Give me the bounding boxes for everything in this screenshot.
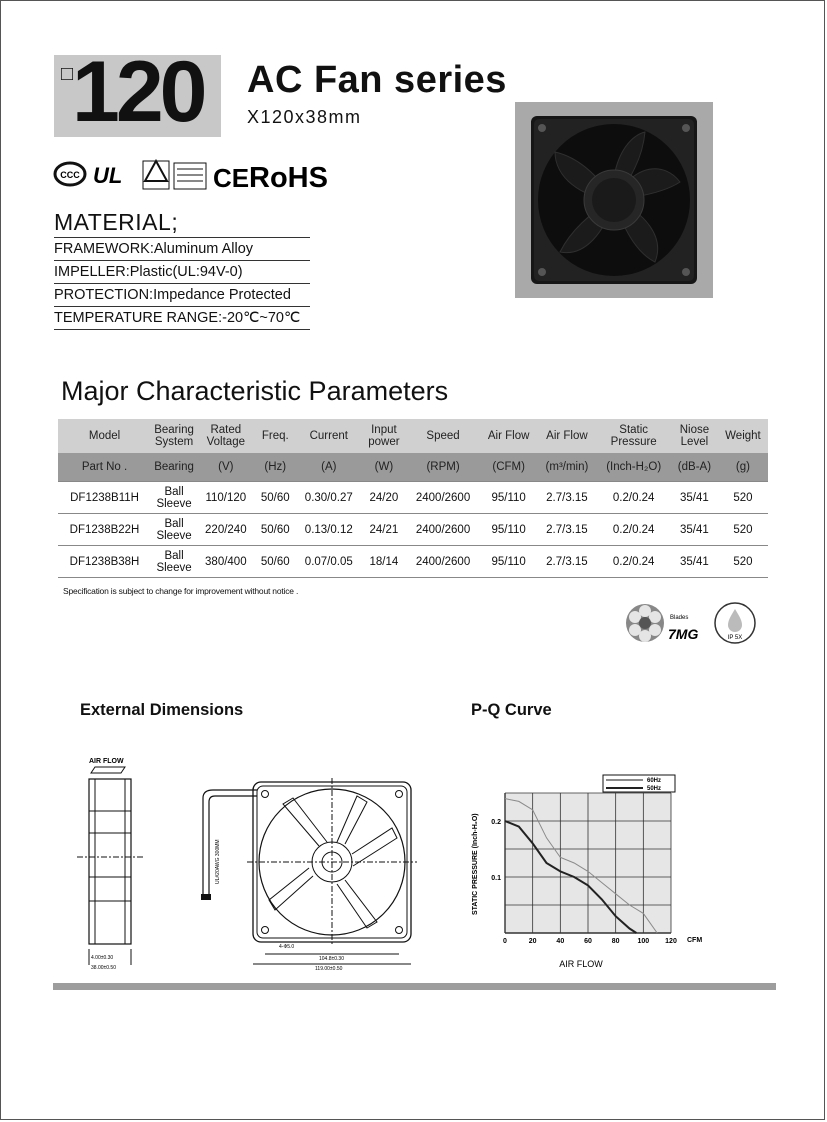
col-airflow-m3: Air Flow bbox=[537, 419, 596, 453]
legend-50hz: 50Hz bbox=[647, 786, 662, 792]
ip-rating-badge bbox=[713, 601, 757, 645]
spec-cell: 2400/2600 bbox=[406, 482, 480, 514]
spec-cell: 2.7/3.15 bbox=[537, 482, 596, 514]
material-title: MATERIAL; bbox=[54, 209, 179, 235]
x-tick-label: 60 bbox=[584, 938, 592, 945]
x-tick-label: 20 bbox=[528, 938, 537, 945]
legend-60hz: 60Hz bbox=[647, 778, 662, 784]
spec-cell: 0.2/0.24 bbox=[596, 546, 670, 578]
col-noise: Niose Level bbox=[671, 419, 718, 453]
x-tick-label: 100 bbox=[637, 938, 650, 945]
col-pressure: Static Pressure bbox=[596, 419, 670, 453]
material-framework: FRAMEWORK:Aluminum Alloy bbox=[54, 237, 310, 260]
svg-text:7MG: 7MG bbox=[668, 626, 699, 642]
spec-cell: 50/60 bbox=[255, 482, 296, 514]
spec-cell: DF1238B22H bbox=[58, 514, 151, 546]
spec-row bbox=[58, 514, 768, 546]
svg-text:38.00±0.50: 38.00±0.50 bbox=[91, 965, 116, 971]
parameters-title: Major Characteristic Parameters bbox=[61, 376, 449, 406]
square-size-symbol: □ bbox=[61, 63, 74, 85]
unit-cell: (A) bbox=[296, 453, 362, 482]
svg-text:CE: CE bbox=[213, 163, 250, 193]
material-protection: PROTECTION:Impedance Protected bbox=[54, 283, 310, 306]
fan-blade-icon bbox=[623, 601, 703, 645]
spec-cell: 0.2/0.24 bbox=[596, 482, 670, 514]
material-temperature: TEMPERATURE RANGE:-20℃~70℃ bbox=[54, 306, 310, 330]
front-view-drawing bbox=[187, 776, 419, 976]
spec-row bbox=[58, 482, 768, 514]
unit-cell: Bearing bbox=[151, 453, 197, 482]
rohs-logo bbox=[249, 162, 328, 193]
spec-cell: 35/41 bbox=[671, 482, 718, 514]
spec-cell: Ball Sleeve bbox=[151, 514, 197, 546]
model-size-block bbox=[54, 44, 221, 140]
spec-cell: 380/400 bbox=[197, 546, 255, 578]
pq-curve-title: P-Q Curve bbox=[471, 701, 552, 719]
side-view-drawing bbox=[77, 753, 147, 973]
spec-cell: 35/41 bbox=[671, 514, 718, 546]
spec-cell: 24/21 bbox=[362, 514, 407, 546]
col-model: Model bbox=[58, 419, 151, 453]
tuv-logo bbox=[143, 161, 169, 189]
spec-table bbox=[58, 419, 768, 578]
spec-cell: 2400/2600 bbox=[406, 514, 480, 546]
col-airflow-cfm: Air Flow bbox=[480, 419, 537, 453]
col-bearing: Bearing System bbox=[151, 419, 197, 453]
col-current: Current bbox=[296, 419, 362, 453]
compliance-label bbox=[174, 163, 206, 189]
spec-cell: 0.07/0.05 bbox=[296, 546, 362, 578]
ccc-logo bbox=[55, 163, 85, 185]
spec-cell: 50/60 bbox=[255, 514, 296, 546]
col-freq: Freq. bbox=[255, 419, 296, 453]
spec-cell: 24/20 bbox=[362, 482, 407, 514]
y-tick-label: 0.1 bbox=[491, 875, 501, 882]
x-tick-label: 120 bbox=[665, 938, 677, 945]
pq-chart bbox=[463, 769, 713, 974]
col-voltage: Rated Voltage bbox=[197, 419, 255, 453]
x-tick-label: 40 bbox=[556, 938, 565, 945]
spec-cell: 520 bbox=[718, 546, 768, 578]
ce-logo bbox=[213, 163, 249, 193]
y-axis-label: STATIC PRESSURE (Inch-H₂O) bbox=[472, 813, 479, 915]
spec-cell: 2.7/3.15 bbox=[537, 514, 596, 546]
series-dimensions: X120x38mm bbox=[247, 107, 362, 127]
x-tick-label: 0 bbox=[503, 938, 507, 945]
spec-cell: 0.2/0.24 bbox=[596, 514, 670, 546]
spec-cell: 35/41 bbox=[671, 546, 718, 578]
spec-cell: 520 bbox=[718, 482, 768, 514]
pq-legend-box bbox=[603, 775, 675, 792]
spec-cell: DF1238B11H bbox=[58, 482, 151, 514]
spec-cell: 520 bbox=[718, 514, 768, 546]
spec-notice: Specification is subject to change for improvement without notice . bbox=[63, 586, 299, 596]
pq-chart-svg bbox=[463, 769, 713, 974]
spec-cell: Ball Sleeve bbox=[151, 546, 197, 578]
svg-text:RoHS: RoHS bbox=[249, 162, 328, 193]
svg-text:CCC: CCC bbox=[60, 170, 80, 180]
unit-cell: (CFM) bbox=[480, 453, 537, 482]
ul-logo bbox=[93, 163, 122, 188]
svg-text:4-Ф5.0: 4-Ф5.0 bbox=[279, 944, 295, 950]
unit-cell: (Hz) bbox=[255, 453, 296, 482]
col-speed: Speed bbox=[406, 419, 480, 453]
x-axis-label: AIR FLOW bbox=[559, 959, 603, 969]
x-axis-unit: CFM bbox=[687, 937, 703, 944]
spec-cell: 50/60 bbox=[255, 546, 296, 578]
spec-header-row bbox=[58, 419, 768, 453]
svg-text:4.00±0.30: 4.00±0.30 bbox=[91, 955, 114, 961]
spec-cell: DF1238B38H bbox=[58, 546, 151, 578]
col-weight: Weight bbox=[718, 419, 768, 453]
model-number: 120 bbox=[72, 44, 204, 140]
svg-text:104.8±0.30: 104.8±0.30 bbox=[319, 956, 344, 962]
certification-logos bbox=[53, 157, 343, 191]
spec-cell: 18/14 bbox=[362, 546, 407, 578]
seven-blade-badge bbox=[623, 601, 703, 645]
spec-cell: 2.7/3.15 bbox=[537, 546, 596, 578]
spec-cell: 0.13/0.12 bbox=[296, 514, 362, 546]
spec-cell: 2400/2600 bbox=[406, 546, 480, 578]
fan-product-photo bbox=[515, 102, 713, 298]
external-dimensions-title: External Dimensions bbox=[80, 701, 244, 719]
svg-text:IP 5X: IP 5X bbox=[727, 635, 743, 641]
airflow-label: AIR FLOW bbox=[89, 758, 124, 765]
svg-text:UL: UL bbox=[93, 163, 123, 188]
spec-unit-row bbox=[58, 453, 768, 482]
unit-cell: (RPM) bbox=[406, 453, 480, 482]
unit-cell: (g) bbox=[718, 453, 768, 482]
unit-cell: (V) bbox=[197, 453, 255, 482]
svg-text:119.00±0.50: 119.00±0.50 bbox=[315, 966, 343, 972]
svg-text:UL#20AWG 300MM: UL#20AWG 300MM bbox=[215, 839, 221, 884]
spec-row bbox=[58, 546, 768, 578]
svg-text:Blades: Blades bbox=[670, 615, 689, 621]
x-tick-label: 80 bbox=[611, 938, 620, 945]
spec-cell: 0.30/0.27 bbox=[296, 482, 362, 514]
spec-cell: 220/240 bbox=[197, 514, 255, 546]
unit-cell: (W) bbox=[362, 453, 407, 482]
y-tick-label: 0.2 bbox=[491, 819, 501, 826]
spec-cell: 110/120 bbox=[197, 482, 255, 514]
fan-photo-illustration bbox=[515, 102, 713, 298]
series-title: AC Fan series bbox=[247, 59, 507, 101]
spec-cell: 95/110 bbox=[480, 546, 537, 578]
footer-divider bbox=[53, 983, 776, 990]
col-power: Input power bbox=[362, 419, 407, 453]
spec-cell: Ball Sleeve bbox=[151, 482, 197, 514]
water-drop-icon bbox=[713, 601, 757, 645]
unit-cell: (Inch-H₂O) bbox=[596, 453, 670, 482]
material-impeller: IMPELLER:Plastic(UL:94V-0) bbox=[54, 260, 310, 283]
spec-cell: 95/110 bbox=[480, 514, 537, 546]
unit-cell: Part No . bbox=[58, 453, 151, 482]
spec-cell: 95/110 bbox=[480, 482, 537, 514]
unit-cell: (m³/min) bbox=[537, 453, 596, 482]
unit-cell: (dB-A) bbox=[671, 453, 718, 482]
